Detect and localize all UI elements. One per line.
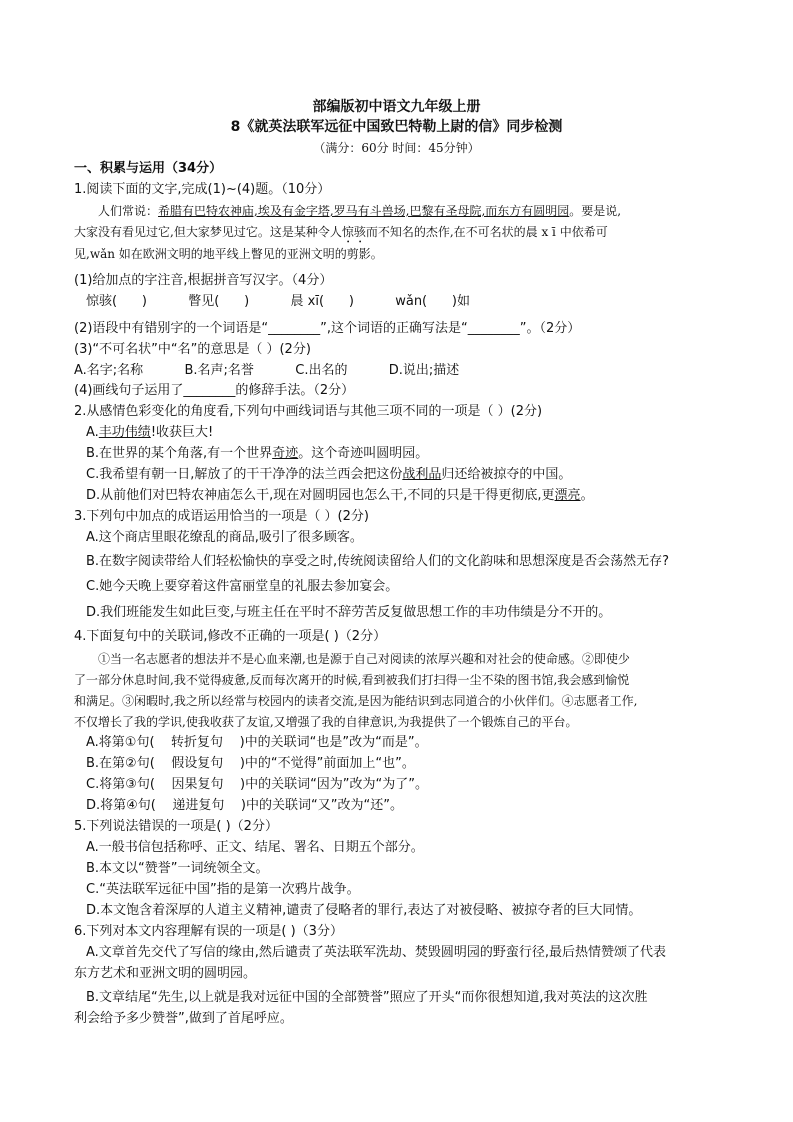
- q2-option-b: [86, 445, 428, 463]
- option-text: C.我希望有朝一日,解放了的干干净净的法兰西会把这份: [86, 467, 403, 482]
- dotted-word: 惊骇: [341, 225, 366, 239]
- title-line-1: 部编版初中语文九年级上册: [312, 99, 481, 115]
- option-text: 。: [580, 488, 594, 503]
- q3-option-a: A.这个商店里眼花缭乱的商品,吸引了很多顾客。: [86, 530, 363, 545]
- q1-sub3-options: A.名字;名称 B.名声;名誉 C.出名的 D.说出;描述: [74, 363, 460, 378]
- option-text: D.从前他们对巴特农神庙怎么干,现在对圆明园也怎么干,不同的只是干得更彻底,更: [86, 488, 555, 503]
- underlined-sentence: 希腊有巴特农神庙,埃及有金字塔,罗马有斗兽场,巴黎有圣母院,而东方有圆明园: [158, 204, 570, 218]
- q6-option-a-line-1: A.文章首先交代了写信的缘由,然后谴责了英法联军洗劫、焚毁圆明园的野蛮行径,最后热情赞颂了代表: [86, 945, 667, 960]
- q4-passage-line-4: 不仅增长了我的学识,使我收获了友谊,又增强了我的自律意识,为我提供了一个锻炼自己的平台。: [74, 715, 578, 729]
- q4-passage-line-2: 了一部分休息时间,我不觉得疲惫,反而每次离开的时候,看到被我们打扫得一尘不染的图书馆,我会感到愉悦: [74, 673, 630, 687]
- q3-stem: 3.下列句中加点的成语运用恰当的一项是（ ）(2分): [74, 509, 369, 524]
- q4-option-b: B.在第②句( 假设复句 )中的“不觉得”前面加上“也”。: [86, 756, 415, 771]
- q3-option-d: D.我们班能发生如此巨变,与班主任在平时不辞劳苦反复做思想工作的丰功伟绩是分不开的。: [86, 605, 612, 620]
- option-text: 归还给被掠夺的中国。: [441, 467, 572, 482]
- option-text: 。这个奇迹叫圆明园。: [298, 446, 429, 461]
- q4-option-d: D.将第④句( 递进复句 )中的关联词“又”改为“还”。: [86, 798, 403, 813]
- q6-option-b-line-1: B.文章结尾“先生,以上就是我对远征中国的全部赞誉”照应了开头“而你很想知道,我对英法的这次胜: [86, 990, 648, 1005]
- title-line-2: 8《就英法联军远征中国致巴特勒上尉的信》同步检测: [230, 119, 563, 135]
- passage-text: 。要是说,: [569, 204, 622, 218]
- q4-passage-line-3: 和满足。③闲暇时,我之所以经常与校园内的读者交流,是因为能结识到志同道合的小伙伴们。④志愿者工作,: [74, 694, 638, 708]
- q2-stem: 2.从感情色彩变化的角度看,下列句中画线词语与其他三项不同的一项是（ ）(2分): [74, 404, 543, 419]
- q6-stem: 6.下列对本文内容理解有误的一项是( )（3分）: [74, 924, 343, 939]
- option-text: !收获巨大!: [150, 425, 214, 440]
- underlined-word: 奇迹: [272, 446, 299, 461]
- q4-passage-line-1: ①当一名志愿者的想法并不是心血来潮,也是源于自己对阅读的浓厚兴趣和对社会的使命感。②即使少: [98, 652, 630, 666]
- q1-sub2: (2)语段中有错别字的一个词语是“________”,这个词语的正确写法是“________”。（2分）: [74, 321, 581, 336]
- q5-option-b: B.本文以“赞誉”一词统领全文。: [86, 861, 269, 876]
- option-text: A.: [86, 425, 99, 440]
- q1-passage-line-1: [98, 202, 621, 220]
- section-heading: 一、积累与运用（34分）: [74, 161, 223, 176]
- score-time-line: （满分：60分 时间：45分钟）: [313, 141, 480, 155]
- q4-option-a: A.将第①句( 转折复句 )中的关联词“也是”改为“而是”。: [86, 735, 428, 750]
- underlined-word: 丰功伟绩: [98, 425, 151, 440]
- q2-option-a: [86, 424, 213, 442]
- q5-stem: 5.下列说法错误的一项是( )（2分）: [74, 819, 278, 834]
- passage-text: 大家没有看见过它,但大家梦见过它。这是某种令人: [74, 225, 342, 239]
- q5-option-d: D.本文饱含着深厚的人道主义精神,谴责了侵略者的罪行,表达了对被侵略、被掠夺者的巨大同情。: [86, 903, 642, 918]
- q1-sub4: (4)画线句子运用了________的修辞手法。（2分）: [74, 383, 355, 398]
- q1-sub1: (1)给加点的字注音,根据拼音写汉字。（4分）: [74, 273, 333, 288]
- q2-option-c: [86, 466, 571, 484]
- q5-option-c: C.“英法联军远征中国”指的是第一次鸦片战争。: [86, 882, 360, 897]
- q1-sub1-items: 惊骇( ) 瞥见( ) 晨 xī( ) wǎn( )如: [86, 294, 470, 309]
- q3-option-c: C.她今天晚上要穿着这件富丽堂皇的礼服去参加宴会。: [86, 579, 399, 594]
- underlined-word: 战利品: [402, 467, 442, 482]
- q4-stem: 4.下面复句中的关联词,修改不正确的一项是( )（2分）: [74, 629, 387, 644]
- underlined-word: 漂亮: [554, 488, 581, 503]
- passage-text: 而不知名的杰作,在不可名状的晨 x ī 中依希可: [365, 225, 608, 239]
- q2-option-d: [86, 487, 594, 505]
- q4-option-c: C.将第③句( 因果复句 )中的关联词“因为”改为“为了”。: [86, 777, 429, 792]
- option-text: B.在世界的某个角落,有一个世界: [86, 446, 273, 461]
- q3-option-b: B.在数字阅读带给人们轻松愉快的享受之时,传统阅读留给人们的文化韵味和思想深度是否会荡然无存?: [86, 554, 670, 569]
- q1-passage-line-2: [74, 223, 608, 246]
- q5-option-a: A.一般书信包括称呼、正文、结尾、署名、日期五个部分。: [86, 840, 424, 855]
- passage-text: 人们常说：: [98, 204, 159, 218]
- q1-stem: 1.阅读下面的文字,完成(1)~(4)题。（10分）: [74, 182, 331, 197]
- q6-option-b-line-2: 利会给予多少赞誉”,做到了首尾呼应。: [74, 1011, 293, 1026]
- q6-option-a-line-2: 东方艺术和亚洲文明的圆明园。: [74, 966, 257, 981]
- q1-sub3: (3)“不可名状”中“名”的意思是（ ）(2分): [74, 342, 311, 357]
- q1-passage-line-3: 见,wǎn 如在欧洲文明的地平线上瞥见的亚洲文明的剪影。: [74, 247, 383, 261]
